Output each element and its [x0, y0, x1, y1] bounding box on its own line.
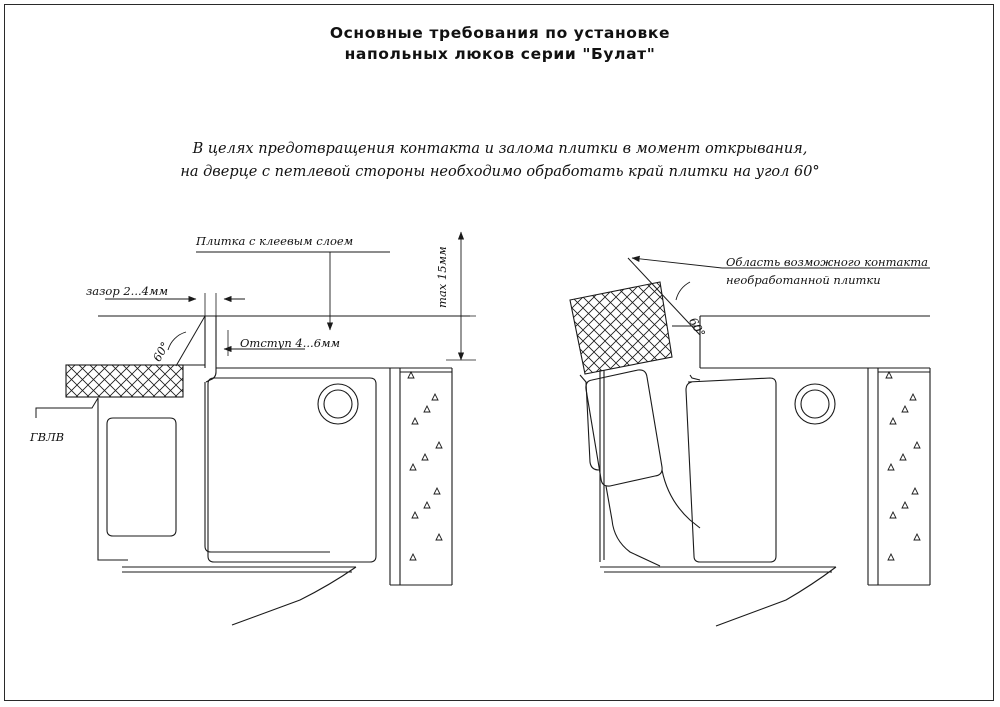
right-lock-circle-inner [801, 390, 829, 418]
right-base-diagonal [716, 567, 836, 626]
right-angle-arc [676, 282, 690, 300]
right-door-panel [586, 370, 662, 486]
left-concrete-texture [408, 372, 442, 560]
gvlv-leader [36, 398, 98, 418]
right-frame-corner [690, 375, 700, 380]
right-arm [662, 470, 700, 528]
left-lid-corner [206, 368, 216, 382]
left-inner-line [205, 382, 330, 552]
left-lock-circle-inner [324, 390, 352, 418]
note-line2: на дверце с петлевой стороны необходимо обработать край плитки на угол 60° [180, 164, 820, 180]
label-gvlv: ГВЛВ [30, 430, 65, 444]
page-title-line2: напольных люков серии "Булат" [344, 45, 656, 63]
label-tile-with-glue: Плитка с клеевым слоем [196, 234, 354, 248]
right-door-edge [580, 375, 599, 470]
left-chamfer-line [176, 316, 205, 366]
right-concrete-texture [886, 372, 920, 560]
right-open-tile [570, 282, 672, 374]
left-door-profile [208, 378, 376, 562]
label-offset: Отступ 4...6мм [240, 336, 341, 350]
label-contact-area-line1: Область возможного контакта [726, 255, 928, 269]
note-line1: В целях предотвращения контакта и залома плитки в момент открывания, [192, 141, 808, 157]
left-tile-hatch [66, 365, 183, 397]
page-title-line1: Основные требования по установке [329, 24, 671, 42]
label-angle-right: 60° [686, 315, 709, 340]
right-assembly [570, 258, 930, 626]
label-gap: зазор 2...4мм [86, 284, 169, 298]
left-hinge-plate [107, 418, 176, 536]
right-door-profile [686, 378, 776, 562]
contact-area-leader [632, 258, 722, 268]
label-angle-left: 60° [149, 339, 173, 364]
right-arm-2 [606, 486, 660, 566]
left-base-diagonal [232, 567, 356, 625]
label-contact-area-line2: необработанной плитки [726, 273, 881, 287]
label-max15: max 15мм [435, 246, 449, 308]
